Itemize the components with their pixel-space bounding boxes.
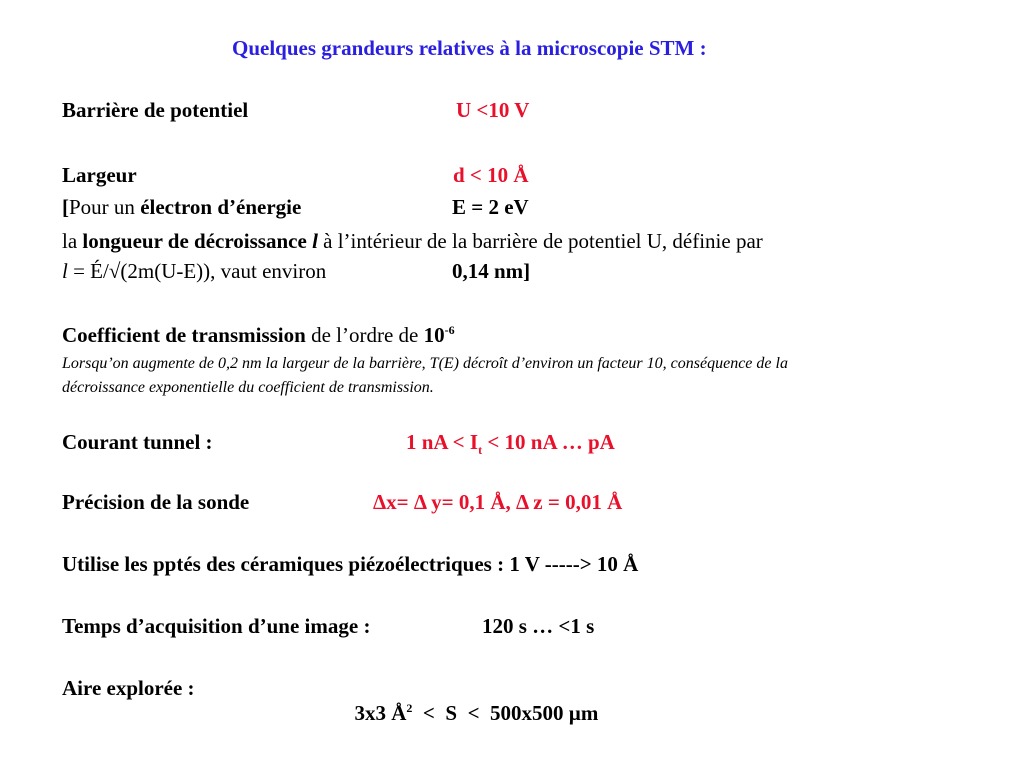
precision-label: Précision de la sonde bbox=[62, 490, 250, 514]
coefficient-note-1: Lorsqu’on augmente de 0,2 nm la largeur de la barrière, T(E) décroît d’environ un facteur 10, conséquence de la bbox=[62, 355, 788, 372]
electron-prefix: Pour un bbox=[69, 195, 141, 219]
coefficient-normal: de l’ordre de bbox=[305, 323, 424, 347]
formula-line bbox=[62, 259, 326, 284]
courant-value-pre: 1 nA < I bbox=[406, 430, 479, 454]
precision-value: Δx= Δ y= 0,1 Å, Δ z = 0,01 Å bbox=[373, 490, 623, 514]
decroissance-value: 0,14 nm] bbox=[452, 259, 531, 283]
courant-label: Courant tunnel : bbox=[62, 430, 213, 454]
electron-value: E = 2 eV bbox=[452, 195, 529, 219]
piezo-text: Utilise les pptés des céramiques piézoélectriques : 1 V -----> 10 Å bbox=[62, 552, 639, 576]
barriere-value: U <10 V bbox=[456, 98, 530, 122]
page-title: Quelques grandeurs relatives à la microscopie STM : bbox=[232, 36, 707, 60]
largeur-label: Largeur bbox=[62, 163, 137, 187]
courant-value-sub: t bbox=[478, 443, 483, 458]
aire-label: Aire explorée : bbox=[62, 676, 195, 700]
decroissance-symbol: l bbox=[312, 229, 318, 253]
aire-value bbox=[344, 676, 598, 726]
temps-value: 120 s … <1 s bbox=[482, 614, 595, 638]
coefficient-note-2: décroissance exponentielle du coefficient de transmission. bbox=[62, 379, 434, 396]
electron-bold: électron d’énergie bbox=[140, 195, 302, 219]
formula-symbol: l bbox=[62, 259, 68, 283]
electron-bracket: [ bbox=[62, 195, 69, 219]
decroissance-bold: longueur de décroissance bbox=[82, 229, 307, 253]
largeur-value: d < 10 Å bbox=[453, 163, 529, 187]
aire-value-post: < S < 500x500 µm bbox=[412, 701, 599, 725]
coefficient-bold: Coefficient de transmission bbox=[62, 323, 306, 347]
coefficient-value bbox=[424, 323, 455, 347]
coefficient-base: 10 bbox=[423, 323, 445, 347]
electron-line bbox=[62, 195, 301, 220]
aire-value-exp: 2 bbox=[406, 701, 413, 715]
coefficient-line bbox=[62, 323, 455, 348]
coefficient-exponent: -6 bbox=[444, 323, 455, 337]
formula-text: = É/√(2m(U-E)), vaut environ bbox=[67, 259, 327, 283]
decroissance-line bbox=[62, 229, 763, 254]
temps-label: Temps d’acquisition d’une image : bbox=[62, 614, 371, 638]
courant-value-post: < 10 nA … pA bbox=[482, 430, 615, 454]
decroissance-prefix: la bbox=[62, 229, 83, 253]
barriere-label: Barrière de potentiel bbox=[62, 98, 249, 122]
decroissance-rest: à l’intérieur de la barrière de potentiel U, définie par bbox=[317, 229, 763, 253]
aire-value-pre: 3x3 Å bbox=[354, 701, 407, 725]
courant-value bbox=[406, 430, 615, 458]
